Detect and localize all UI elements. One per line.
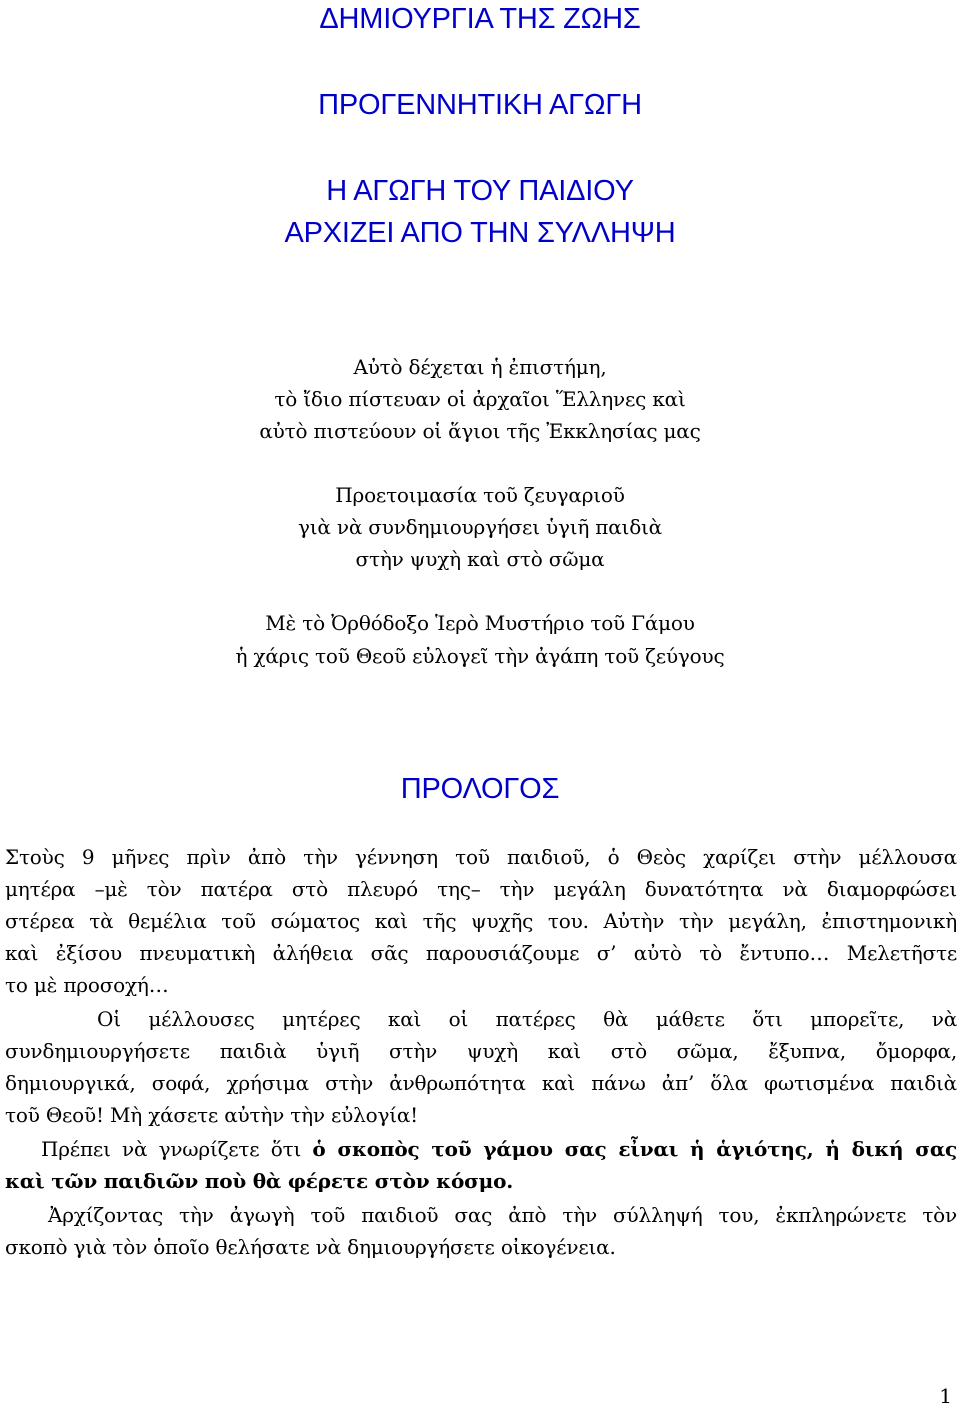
- centered-line: Μὲ τὸ Ὀρθόδοξο Ἱερὸ Μυστήριο τοῦ Γάμου: [265, 611, 695, 635]
- paragraph-line: μητέρα –μὲ τὸν πατέρα στὸ πλευρό της– τὴν μεγάλη δυνατότητα νὰ διαμορφώσει: [5, 877, 957, 901]
- paragraph-line: Οἱ μέλλουσες μητέρες καὶ οἱ πατέρες θὰ μάθετε ὅτι μπορεῖτε, νὰ: [97, 1007, 957, 1031]
- centered-line: τὸ ἴδιο πίστευαν οἱ ἀρχαῖοι Ἕλληνες καὶ: [274, 387, 686, 411]
- lead-heading-line-1: Η ΑΓΩΓΗ ΤΟΥ ΠΑΙΔΙΟΥ: [326, 175, 634, 207]
- centered-line: Αὐτὸ δέχεται ἡ ἐπιστήμη,: [353, 355, 607, 379]
- paragraph-line: στέρεα τὰ θεμέλια τοῦ σώματος καὶ τῆς ψυχῆς του. Αὐτὴν τὴν μεγάλη, ἐπιστημονικὴ: [5, 909, 957, 933]
- document-subtitle: ΠΡΟΓΕΝΝΗΤΙΚΗ ΑΓΩΓΗ: [318, 89, 642, 121]
- prologue-heading: ΠΡΟΛΟΓΟΣ: [400, 773, 560, 805]
- centered-line: Προετοιμασία τοῦ ζευγαριοῦ: [335, 483, 625, 507]
- document-title: ΔΗΜΙΟΥΡΓΙΑ ΤΗΣ ΖΩΗΣ: [319, 3, 641, 35]
- paragraph-intro: Πρέπει νὰ γνωρίζετε ὅτι: [41, 1137, 313, 1161]
- paragraph-line: σκοπὸ γιὰ τὸν ὁποῖο θελήσατε νὰ δημιουργήσετε οἰκογένεια.: [5, 1235, 616, 1259]
- paragraph-line: Ἀρχίζοντας τὴν ἀγωγὴ τοῦ παιδιοῦ σας ἀπὸ τὴν σύλληψή του, ἐκπληρώνετε τὸν: [48, 1203, 957, 1227]
- emphasis-text: ὁ σκοπὸς τοῦ γάμου σας εἶναι ἡ ἁγιότης, ἡ δική σας: [312, 1137, 957, 1161]
- lead-heading-line-2: ΑΡΧΙΖΕΙ ΑΠΟ ΤΗΝ ΣΥΛΛΗΨΗ: [284, 217, 676, 249]
- emphasis-paragraph-line: [5, 1133, 957, 1165]
- emphasis-text: καὶ τῶν παιδιῶν ποὺ θὰ φέρετε στὸν κόσμο.: [5, 1169, 513, 1193]
- paragraph-line: Στοὺς 9 μῆνες πρὶν ἀπὸ τὴν γέννηση τοῦ παιδιοῦ, ὁ Θεὸς χαρίζει στὴν μέλλουσα: [5, 845, 957, 869]
- emphasis-paragraph-line: [5, 1165, 957, 1197]
- paragraph-line: συνδημιουργήσετε παιδιὰ ὑγιῆ στὴν ψυχὴ καὶ στὸ σῶμα, ἔξυπνα, ὄμορφα,: [5, 1039, 957, 1063]
- centered-line: αὐτὸ πιστεύουν οἱ ἅγιοι τῆς Ἐκκλησίας μας: [259, 419, 701, 443]
- centered-line: γιὰ νὰ συνδημιουργήσει ὑγιῆ παιδιὰ: [298, 515, 662, 539]
- paragraph-line: καὶ ἐξίσου πνευματικὴ ἀλήθεια σᾶς παρουσιάζουμε σ’ αὐτὸ τὸ ἔντυπο… Μελετῆστε: [5, 941, 957, 965]
- paragraph-line: το μὲ προσοχή…: [5, 973, 169, 997]
- paragraph-line: τοῦ Θεοῦ! Μὴ χάσετε αὐτὴν τὴν εὐλογία!: [5, 1103, 418, 1127]
- paragraph-line: δημιουργικά, σοφά, χρήσιμα στὴν ἀνθρωπότητα καὶ πάνω ἀπ’ ὅλα φωτισμένα παιδιὰ: [5, 1071, 957, 1095]
- centered-line: ἡ χάρις τοῦ Θεοῦ εὐλογεῖ τὴν ἀγάπη τοῦ ζεύγους: [235, 644, 725, 668]
- centered-line: στὴν ψυχὴ καὶ στὸ σῶμα: [355, 547, 605, 571]
- page-number: 1: [939, 1384, 952, 1408]
